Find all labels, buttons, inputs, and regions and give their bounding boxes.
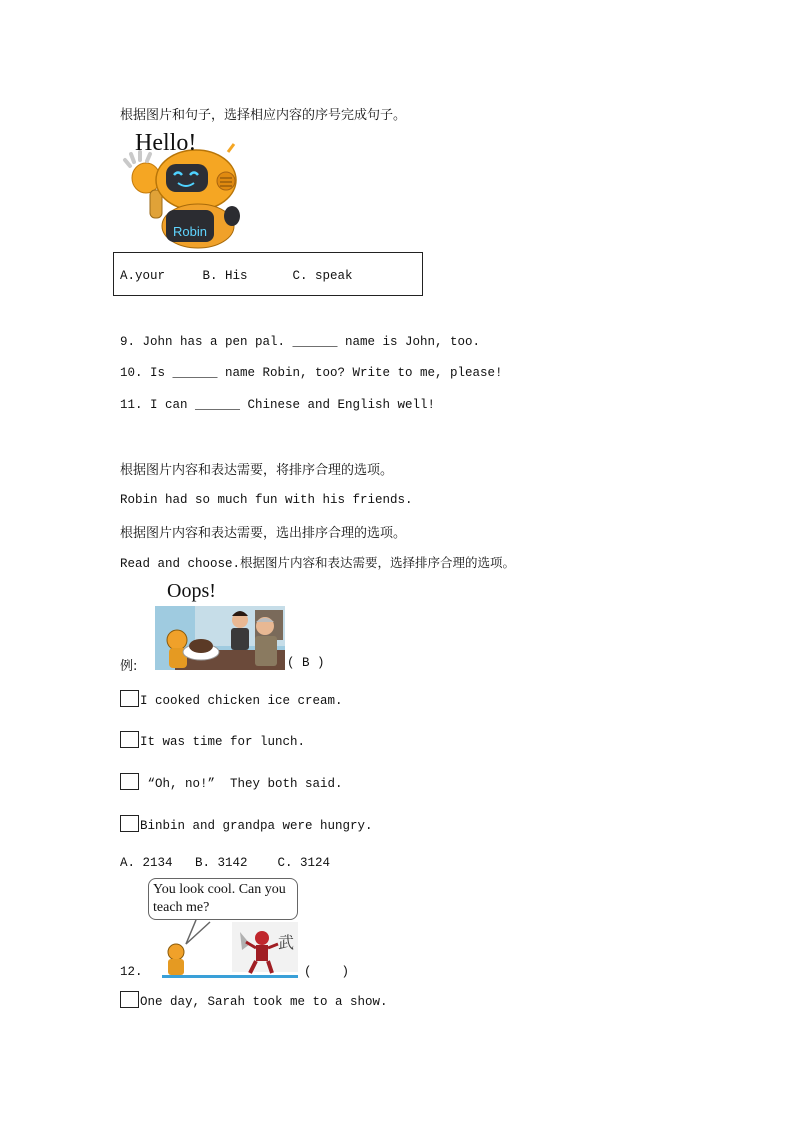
options-text: A.your B. His C. speak bbox=[120, 269, 353, 283]
option-row-1 bbox=[120, 690, 343, 709]
option-text-3: “Oh, no!” They both said. bbox=[140, 777, 343, 791]
instruction-2: 根据图片内容和表达需要，将排序合理的选项。 bbox=[120, 463, 394, 478]
checkbox-4[interactable] bbox=[120, 815, 139, 832]
question-11: 11. I can ______ Chinese and English well! bbox=[120, 398, 436, 412]
instruction-4 bbox=[120, 553, 515, 572]
question-12-answer: ( ) bbox=[304, 965, 350, 979]
example-label: 例: bbox=[120, 659, 138, 674]
robot-hello-image bbox=[120, 130, 250, 250]
question-12-number: 12. bbox=[120, 965, 143, 979]
example-oops-image bbox=[155, 580, 287, 670]
checkbox-2[interactable] bbox=[120, 731, 139, 748]
checkbox-3[interactable] bbox=[120, 773, 139, 790]
question-9: 9. John has a pen pal. ______ name is John, too. bbox=[120, 335, 481, 349]
speech-bubble-text: You look cool. Can you teach me? bbox=[153, 882, 286, 915]
instruction-3: 根据图片内容和表达需要，选出排序合理的选项。 bbox=[120, 526, 407, 541]
q12-option-text-1: One day, Sarah took me to a show. bbox=[140, 995, 388, 1009]
story-line: Robin had so much fun with his friends. bbox=[120, 493, 413, 507]
wu-sign-text: 武 bbox=[277, 933, 295, 952]
choices-text: A. 2134 B. 3142 C. 3124 bbox=[120, 856, 331, 870]
option-text-4: Binbin and grandpa were hungry. bbox=[140, 819, 373, 833]
instruction-4-text: Read and choose.根据图片内容和表达需要，选择排序合理的选项。 bbox=[120, 557, 516, 571]
option-text-2: It was time for lunch. bbox=[140, 735, 306, 749]
q12-option-row-1 bbox=[120, 991, 388, 1010]
q12-show-image bbox=[160, 918, 300, 980]
option-row-3 bbox=[120, 773, 343, 792]
example-answer: ( B ) bbox=[287, 656, 325, 670]
speech-bubble bbox=[148, 878, 298, 920]
option-row-4 bbox=[120, 815, 373, 834]
hello-speech-text: Hello! bbox=[135, 130, 197, 156]
oops-speech-text: Oops! bbox=[167, 580, 216, 602]
robin-badge-text: Robin bbox=[173, 224, 207, 239]
option-row-2 bbox=[120, 731, 305, 750]
options-box bbox=[113, 252, 423, 296]
option-text-1: I cooked chicken ice cream. bbox=[140, 694, 343, 708]
checkbox-1[interactable] bbox=[120, 690, 139, 707]
q12-checkbox-1[interactable] bbox=[120, 991, 139, 1008]
question-10: 10. Is ______ name Robin, too? Write to me, please! bbox=[120, 366, 503, 380]
instruction-1: 根据图片和句子，选择相应内容的序号完成句子。 bbox=[120, 108, 407, 123]
